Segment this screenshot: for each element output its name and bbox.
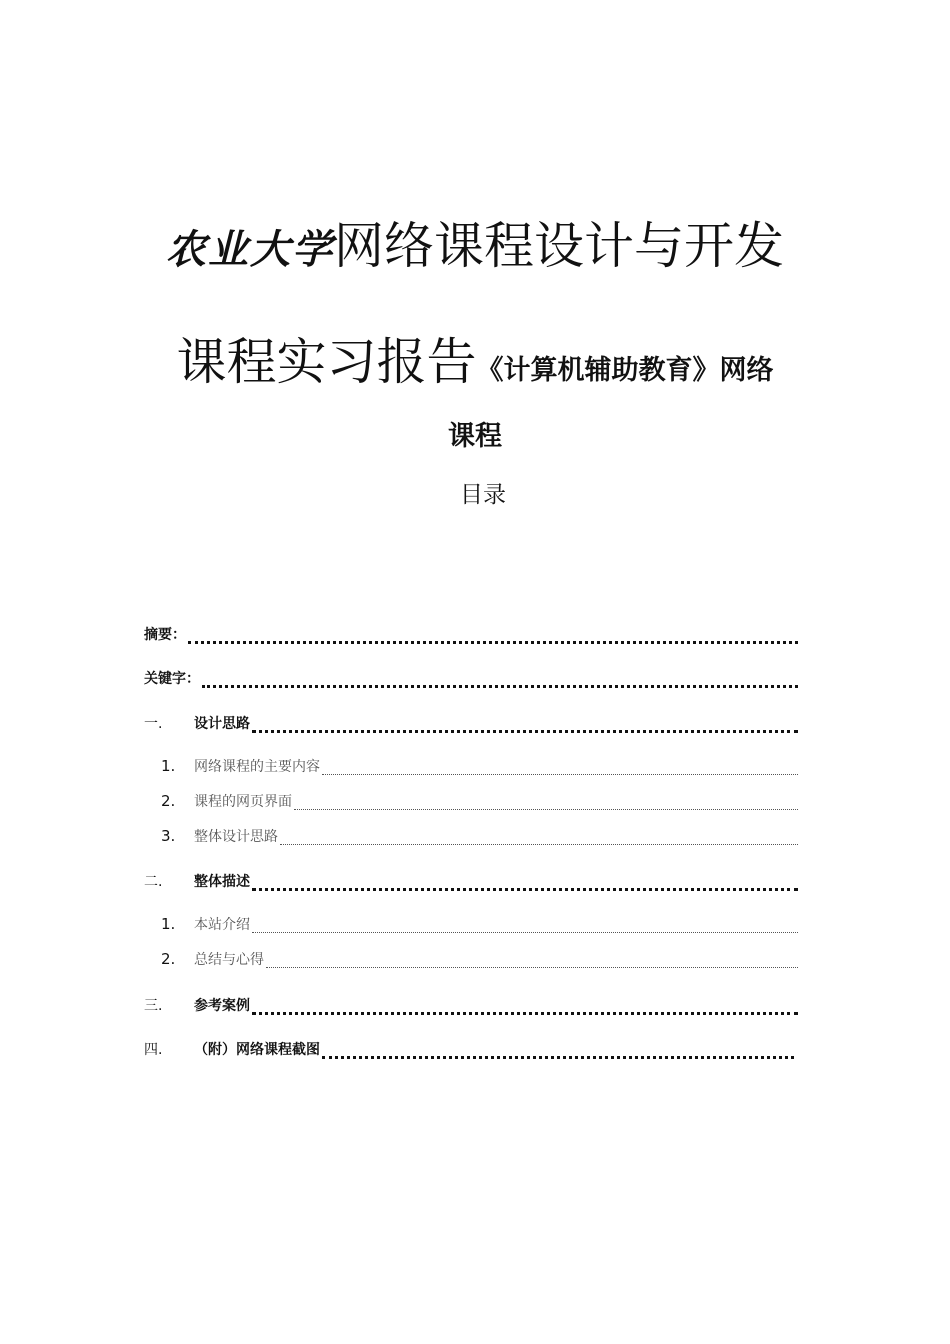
toc-dot-leader [266, 967, 798, 968]
toc-entry-description[interactable] [144, 871, 798, 895]
toc-entry-number: 四. [144, 1042, 163, 1058]
toc-entry-number: 二. [144, 874, 163, 890]
toc-entry-number: 3. [161, 827, 176, 845]
toc-entry-label: 摘要： [144, 627, 186, 643]
toc-entry-site-intro[interactable] [144, 914, 798, 938]
toc-entry-design-ideas[interactable] [144, 713, 798, 737]
toc-entry-label: 整体设计思路 [194, 829, 278, 845]
toc-entry-label: 网络课程的主要内容 [194, 759, 320, 775]
toc-entry-number: 2. [161, 792, 176, 810]
toc-dot-leader [322, 774, 798, 775]
toc-entry-label: （附）网络课程截图 [194, 1042, 320, 1058]
toc-dot-leader [252, 730, 798, 733]
title-line-1 [0, 206, 950, 278]
toc-dot-leader [252, 932, 798, 933]
toc-entry-label: 关键字： [144, 671, 200, 687]
toc-entry-label: 参考案例 [194, 998, 250, 1014]
toc-entry-main-content[interactable] [144, 756, 798, 780]
toc-entry-number: 1. [161, 757, 176, 775]
title-line-3: 课程 [448, 421, 502, 452]
toc-entry-reference-cases[interactable] [144, 995, 798, 1019]
title-main: 网络课程设计与开发 [334, 217, 784, 275]
toc-entry-keywords[interactable] [144, 668, 798, 692]
toc-dot-leader [252, 888, 798, 891]
toc-entry-label: 整体描述 [194, 874, 250, 890]
toc-entry-overall-design[interactable] [144, 826, 798, 850]
toc-dot-leader [280, 844, 798, 845]
toc-entry-web-interface[interactable] [144, 791, 798, 815]
toc-entry-label: 设计思路 [194, 716, 250, 732]
toc-entry-label: 总结与心得 [194, 952, 264, 968]
toc-entry-number: 1. [161, 915, 176, 933]
toc-entry-number: 2. [161, 950, 176, 968]
title-line-2 [0, 322, 950, 394]
toc-entry-number: 三. [144, 998, 163, 1014]
toc-dot-leader [202, 685, 798, 688]
toc-entry-number: 一. [144, 716, 163, 732]
toc-entry-screenshots[interactable] [144, 1039, 794, 1063]
toc-entry-label: 本站介绍 [194, 917, 250, 933]
toc-entry-summary[interactable] [144, 949, 798, 973]
title-course-name: 《计算机辅助教育》网络 [476, 355, 774, 386]
toc-entry-abstract[interactable] [144, 624, 798, 648]
toc-dot-leader [294, 809, 798, 810]
toc-dot-leader [188, 641, 798, 644]
toc-heading: 目录 [460, 482, 506, 508]
title-report: 课程实习报告 [176, 333, 477, 391]
title-brand: 农业大学 [166, 226, 334, 273]
toc-entry-label: 课程的网页界面 [194, 794, 292, 810]
toc-dot-leader [322, 1056, 794, 1059]
toc-dot-leader [252, 1012, 798, 1015]
